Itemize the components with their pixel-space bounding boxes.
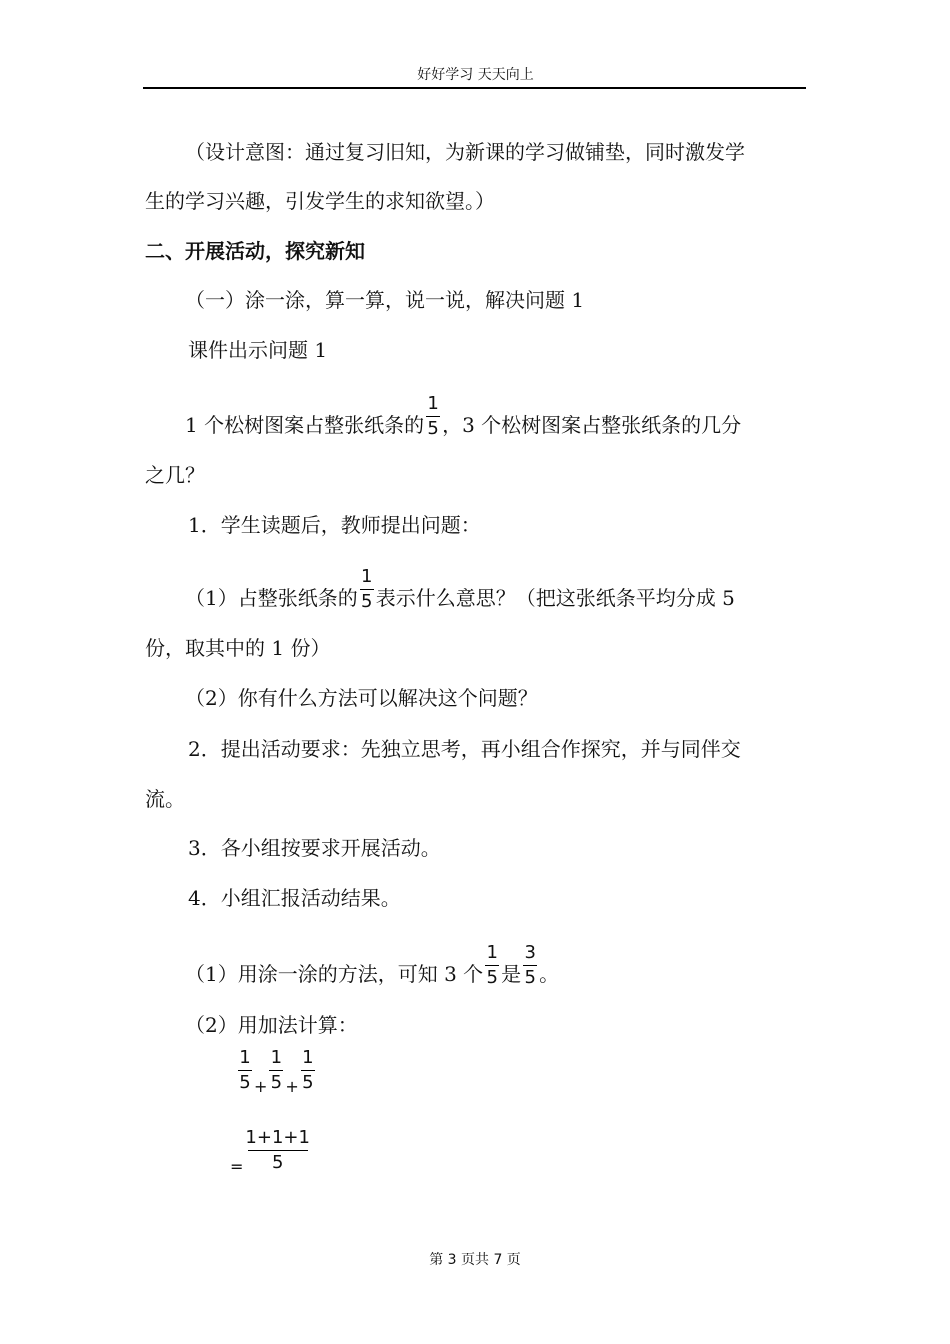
- problem-line1: [185, 393, 742, 449]
- step2-line2: 流。: [145, 787, 185, 811]
- frac-den: 5: [524, 967, 536, 988]
- page-footer: 第 3 页共 7 页: [429, 1252, 521, 1268]
- question2: （2）你有什么方法可以解决这个问题？: [185, 686, 538, 710]
- frac-bar: [301, 1070, 315, 1071]
- courseware-line: 课件出示问题 1: [188, 338, 328, 362]
- question1-line1: [185, 566, 735, 622]
- result2: （2）用加法计算：: [185, 1013, 358, 1037]
- question1-line2: 份，取其中的 1 份）: [145, 636, 331, 660]
- frac-bar: [523, 965, 537, 966]
- problem-line2: 之几？: [145, 463, 205, 487]
- page-header: 好好学习 天天向上: [417, 67, 534, 83]
- plus-sign: +: [285, 1077, 299, 1096]
- frac-bar: [238, 1070, 252, 1071]
- frac-den: 5: [270, 1072, 283, 1093]
- fraction-one-fifth: [485, 943, 499, 988]
- frac-num: 1: [302, 1047, 314, 1068]
- frac-den: 5: [239, 1072, 251, 1093]
- fraction-one-fifth: [360, 567, 374, 612]
- frac-num: 1: [270, 1047, 283, 1068]
- frac-den: 5: [486, 967, 498, 988]
- frac-den: 5: [361, 591, 373, 612]
- frac-num: 1: [427, 393, 439, 414]
- subsection-heading: （一）涂一涂，算一算，说一说，解决问题 1: [185, 288, 585, 312]
- frac-num: 3: [524, 942, 536, 963]
- frac-num: 1+1+1: [245, 1127, 310, 1148]
- frac-den: 5: [271, 1152, 284, 1173]
- step1: 1．学生读题后，教师提出问题：: [188, 513, 481, 537]
- frac-bar: [360, 589, 374, 590]
- equals-sign: =: [230, 1157, 244, 1176]
- plus-sign: +: [254, 1077, 268, 1096]
- fraction-one-fifth: [238, 1048, 252, 1093]
- problem-text-b: ，3 个松树图案占整张纸条的几分: [442, 413, 742, 437]
- frac-num: 1: [239, 1047, 251, 1068]
- fraction-one-fifth: [269, 1048, 283, 1093]
- sum-expression: [230, 1127, 312, 1183]
- step3: 3．各小组按要求开展活动。: [188, 836, 441, 860]
- frac-num: 1: [486, 942, 498, 963]
- frac-num: 1: [361, 566, 373, 587]
- problem-text-a: 1 个松树图案占整张纸条的: [185, 413, 425, 437]
- step2-line1: 2．提出活动要求：先独立思考，再小组合作探究，并与同伴交: [188, 737, 741, 761]
- design-intent-line1: （设计意图：通过复习旧知，为新课的学习做铺垫，同时激发学: [185, 140, 745, 164]
- frac-den: 5: [302, 1072, 314, 1093]
- q1-text-a: （1）占整张纸条的: [185, 586, 358, 610]
- step4: 4．小组汇报活动结果。: [188, 886, 401, 910]
- header-rule: [143, 87, 806, 89]
- q1-text-b: 表示什么意思？（把这张纸条平均分成 5: [375, 586, 735, 610]
- result1-text-b: 是: [501, 962, 522, 986]
- design-intent-line2: 生的学习兴趣，引发学生的求知欲望。）: [145, 189, 495, 213]
- frac-den: 5: [427, 418, 439, 439]
- frac-bar: [426, 416, 440, 417]
- section-heading: 二、开展活动，探究新知: [145, 239, 365, 263]
- result1-text-a: （1）用涂一涂的方法，可知 3 个: [185, 962, 484, 986]
- frac-bar: [248, 1150, 308, 1151]
- frac-bar: [269, 1070, 283, 1071]
- result1: [185, 942, 560, 998]
- fraction-three-fifths: [523, 943, 537, 988]
- addition-expression: [236, 1047, 317, 1103]
- result1-text-c: 。: [539, 962, 560, 986]
- fraction-one-fifth: [301, 1048, 315, 1093]
- fraction-sum: [245, 1128, 310, 1173]
- frac-bar: [485, 965, 499, 966]
- fraction-one-fifth: [426, 394, 440, 439]
